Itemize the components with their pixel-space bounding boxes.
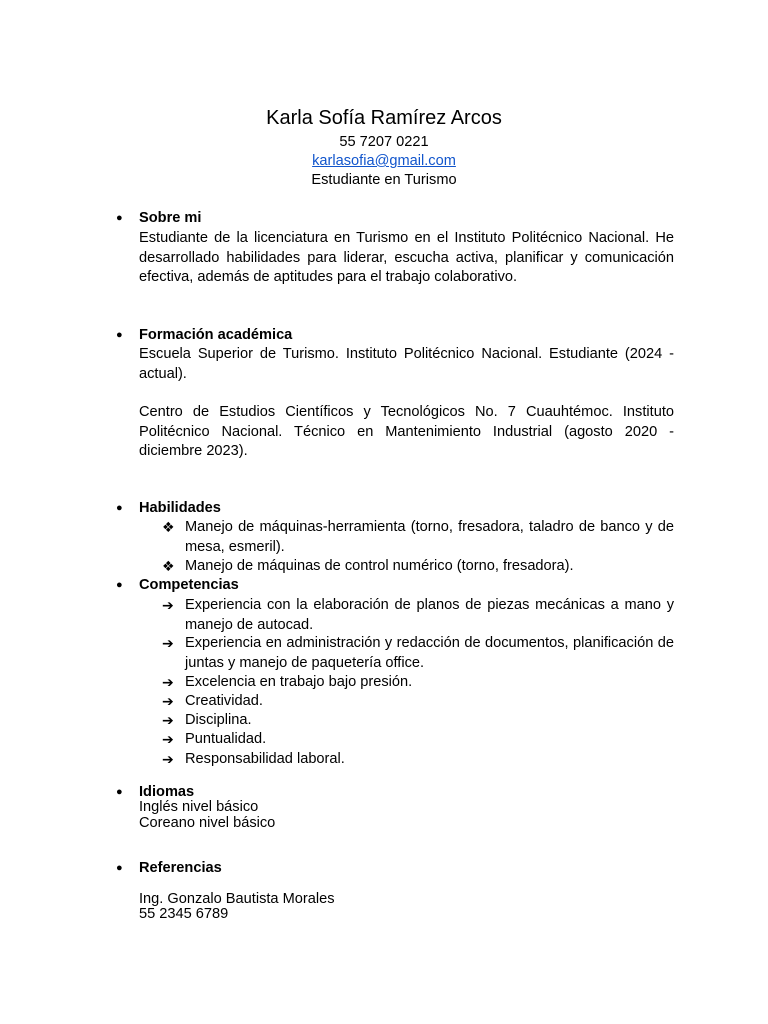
competency-item: Creatividad. — [185, 693, 263, 709]
bullet-icon: ● — [116, 579, 123, 591]
bullet-icon: ● — [116, 502, 123, 514]
language-item: Inglés nivel básico — [139, 799, 259, 815]
section-title-competencies: Competencias — [139, 577, 239, 593]
section-title-skills: Habilidades — [139, 500, 221, 516]
arrow-bullet-icon: ➔ — [162, 731, 174, 747]
skill-item: Manejo de máquinas de control numérico (torno, fresadora). — [185, 558, 574, 574]
bullet-icon: ● — [116, 212, 123, 224]
section-title-about: Sobre mi — [139, 210, 202, 226]
education-entry: Escuela Superior de Turismo. Instituto Politécnico Nacional. Estudiante (2024 - actual). — [139, 346, 674, 382]
competency-item: Excelencia en trabajo bajo presión. — [185, 674, 413, 690]
competency-item: Puntualidad. — [185, 731, 267, 747]
cv-phone: 55 7207 0221 — [339, 134, 429, 150]
arrow-bullet-icon: ➔ — [162, 751, 174, 767]
arrow-bullet-icon: ➔ — [162, 674, 174, 690]
section-title-education: Formación académica — [139, 327, 293, 343]
arrow-bullet-icon: ➔ — [162, 712, 174, 728]
arrow-bullet-icon: ➔ — [162, 635, 174, 651]
arrow-bullet-icon: ➔ — [162, 693, 174, 709]
cv-role: Estudiante en Turismo — [311, 172, 457, 188]
section-title-languages: Idiomas — [139, 784, 195, 800]
reference-name: Ing. Gonzalo Bautista Morales — [139, 891, 335, 907]
competency-item: Disciplina. — [185, 712, 252, 728]
competency-item: Experiencia con la elaboración de planos de piezas mecánicas a mano y manejo de autocad. — [185, 597, 674, 633]
education-entry: Centro de Estudios Científicos y Tecnológicos No. 7 Cuauhtémoc. Instituto Politécnico Nacional. Técnico en Mantenimiento Industrial (agosto 2020 - diciembre 2023). — [139, 404, 674, 459]
arrow-bullet-icon: ➔ — [162, 597, 174, 613]
email-link[interactable]: karlasofia@gmail.com — [312, 153, 456, 169]
bullet-icon: ● — [116, 329, 123, 341]
skill-item: Manejo de máquinas-herramienta (torno, fresadora, taladro de banco y de mesa, esmeril). — [185, 519, 674, 555]
language-item: Coreano nivel básico — [139, 815, 276, 831]
diamond-bullet-icon: ❖ — [162, 558, 175, 574]
diamond-bullet-icon: ❖ — [162, 519, 175, 535]
competency-item: Experiencia en administración y redacción de documentos, planificación de juntas y manejo de paquetería office. — [185, 635, 674, 671]
bullet-icon: ● — [116, 786, 123, 798]
reference-phone: 55 2345 6789 — [139, 906, 229, 922]
bullet-icon: ● — [116, 862, 123, 874]
section-title-references: Referencias — [139, 860, 222, 876]
competency-item: Responsabilidad laboral. — [185, 751, 345, 767]
cv-name: Karla Sofía Ramírez Arcos — [266, 107, 502, 129]
about-text: Estudiante de la licenciatura en Turismo en el Instituto Politécnico Nacional. He desarrollado habilidades para liderar, escucha activa, planificar y comunicación efectiva, además de aptitudes para el trabajo colaborativo. — [139, 230, 674, 285]
